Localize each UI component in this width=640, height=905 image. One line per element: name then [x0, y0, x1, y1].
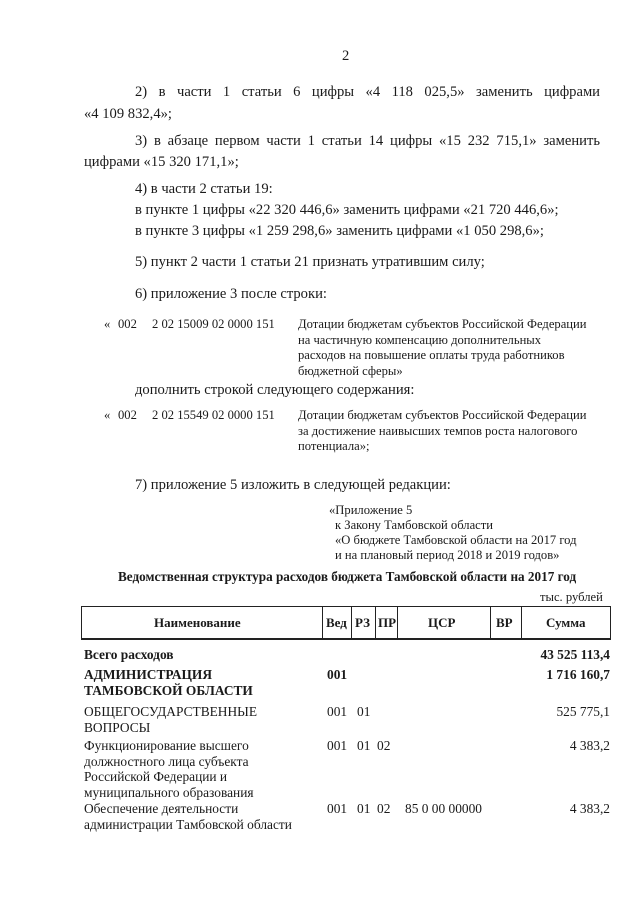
table-row-name: ОБЩЕГОСУДАРСТВЕННЫЕ ВОПРОСЫ — [84, 704, 258, 735]
table-row-rz: 01 — [357, 801, 371, 816]
table-row-csr: 85 0 00 00000 — [405, 801, 482, 816]
appendix-line-2: к Закону Тамбовской области — [335, 518, 493, 532]
header-vr: ВР — [496, 615, 513, 630]
item-7: 7) приложение 5 изложить в следующей редакции: — [135, 477, 451, 493]
table-row-name: Функционирование высшего должностного лица субъекта Российской Федерации и муниципального образования — [84, 738, 254, 800]
table-divider — [375, 606, 376, 640]
table-title: Ведомственная структура расходов бюджета Тамбовской области на 2017 год — [118, 569, 577, 584]
table-row-name: Всего расходов — [84, 647, 174, 662]
existing-row-quote: « — [104, 317, 111, 331]
new-row-quote: « — [104, 408, 111, 422]
table-divider — [521, 606, 522, 640]
table-row-pr: 02 — [377, 738, 391, 753]
table-row-pr: 02 — [377, 801, 391, 816]
table-row-rz: 01 — [357, 738, 371, 753]
header-name: Наименование — [154, 615, 241, 630]
header-ved: Вед — [326, 615, 347, 630]
item-6-add: дополнить строкой следующего содержания: — [135, 382, 415, 398]
table-divider — [397, 606, 398, 640]
page-number: 2 — [342, 48, 350, 64]
new-row-code1: 002 — [118, 408, 137, 422]
header-csr: ЦСР — [428, 615, 456, 630]
new-row-code2: 2 02 15549 02 0000 151 — [152, 408, 275, 422]
table-row-ved: 001 — [327, 704, 348, 719]
item-2-line-1: 2) в части 1 статьи 6 цифры «4 118 025,5» заменить цифрами — [135, 84, 600, 100]
table-divider — [490, 606, 491, 640]
header-pr: ПР — [378, 615, 397, 630]
appendix-line-4: и на плановый период 2018 и 2019 годов» — [335, 548, 560, 562]
appendix-line-1: «Приложение 5 — [329, 503, 413, 517]
table-row-rz: 01 — [357, 704, 371, 719]
table-divider — [351, 606, 352, 640]
table-row-sum: 4 383,2 — [569, 801, 610, 816]
item-4-line-1: 4) в части 2 статьи 19: — [135, 181, 273, 197]
appendix-line-3: «О бюджете Тамбовской области на 2017 год — [335, 533, 577, 547]
existing-row-code2: 2 02 15009 02 0000 151 — [152, 317, 275, 331]
table-row-name: АДМИНИСТРАЦИЯ ТАМБОВСКОЙ ОБЛАСТИ — [84, 667, 253, 698]
item-4-line-2: в пункте 1 цифры «22 320 446,6» заменить цифрами «21 720 446,6»; — [135, 202, 559, 218]
item-3-line-2: цифрами «15 320 171,1»; — [84, 154, 239, 170]
table-row-sum: 4 383,2 — [569, 738, 610, 753]
item-5: 5) пункт 2 части 1 статьи 21 признать утратившим силу; — [135, 254, 485, 270]
item-3-line-1: 3) в абзаце первом части 1 статьи 14 цифры «15 232 715,1» заменить — [135, 133, 600, 149]
item-4-line-3: в пункте 3 цифры «1 259 298,6» заменить цифрами «1 050 298,6»; — [135, 223, 544, 239]
table-row-sum: 43 525 113,4 — [540, 647, 610, 662]
table-row-ved: 001 — [327, 738, 348, 753]
existing-row-code1: 002 — [118, 317, 137, 331]
item-2-line-2: «4 109 832,4»; — [84, 106, 172, 122]
table-divider — [322, 606, 323, 640]
header-rz: РЗ — [355, 615, 370, 630]
existing-row-description: Дотации бюджетам субъектов Российской Федерации на частичную компенсацию дополнительных расходов на повышение оплаты труда работников бюджетной сферы» — [298, 317, 587, 378]
header-sum: Сумма — [546, 615, 586, 630]
table-row-name: Обеспечение деятельности администрации Тамбовской области — [84, 801, 292, 832]
table-row-ved: 001 — [327, 801, 348, 816]
item-6: 6) приложение 3 после строки: — [135, 286, 327, 302]
table-row-sum: 1 716 160,7 — [546, 667, 610, 682]
new-row-description: Дотации бюджетам субъектов Российской Федерации за достижение наивысших темпов роста налогового потенциала»; — [298, 408, 587, 453]
table-row-sum: 525 775,1 — [556, 704, 610, 719]
table-row-ved: 001 — [327, 667, 348, 682]
table-units: тыс. рублей — [540, 590, 603, 604]
